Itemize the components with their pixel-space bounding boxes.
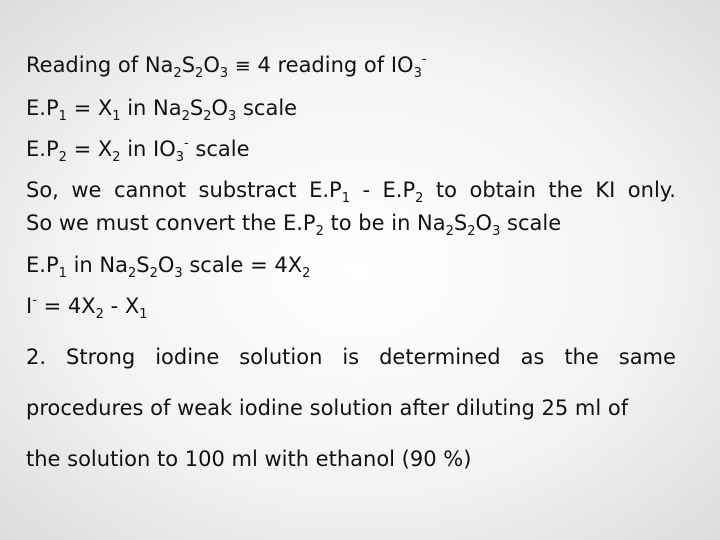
word: is xyxy=(342,345,360,369)
word: - xyxy=(362,178,371,202)
subscript: 3 xyxy=(219,66,229,81)
superscript: - xyxy=(32,293,37,308)
text: scale xyxy=(500,211,562,235)
word: same xyxy=(618,345,676,369)
subscript: 2 xyxy=(149,266,158,281)
subscript: 1 xyxy=(112,109,121,124)
word: 2. xyxy=(26,345,47,369)
text: O xyxy=(157,253,175,277)
subscript: 2 xyxy=(95,307,104,322)
word: the xyxy=(548,178,583,202)
ep1-converted-line xyxy=(26,252,311,281)
text: E.P xyxy=(26,253,59,277)
ep1-line xyxy=(26,95,298,124)
subscript: 1 xyxy=(341,191,350,206)
word: substract xyxy=(198,178,297,202)
subscript: 2 xyxy=(195,66,204,81)
text: O xyxy=(475,211,493,235)
word-group xyxy=(382,177,424,206)
text: 4 reading of IO xyxy=(257,53,414,77)
word: E.P xyxy=(382,178,416,202)
superscript: - xyxy=(184,136,189,151)
subscript: 2 xyxy=(127,266,137,281)
word: we xyxy=(71,178,102,202)
subscript: 1 xyxy=(58,266,67,281)
word: E.P xyxy=(309,178,342,202)
word: cannot xyxy=(113,178,187,202)
subscript: 2 xyxy=(112,150,121,165)
text: = X xyxy=(66,137,113,161)
word: obtain xyxy=(469,178,536,202)
word: to xyxy=(435,178,457,202)
text: Reading of Na xyxy=(26,53,174,77)
word: KI xyxy=(595,178,616,202)
text: scale xyxy=(188,137,250,161)
equivalence-line xyxy=(26,52,427,79)
subscript: 2 xyxy=(415,191,424,206)
subtract-line xyxy=(26,177,676,206)
para2-line-3: the solution to 100 ml with ethanol (90 %) xyxy=(26,447,472,471)
text: - X xyxy=(103,294,140,318)
text: = 4X xyxy=(36,294,96,318)
text: O xyxy=(211,96,229,120)
iodide-line xyxy=(26,293,148,322)
word: So, xyxy=(26,178,59,202)
convert-line xyxy=(26,210,562,239)
text: E.P xyxy=(26,96,59,120)
subscript: 2 xyxy=(445,224,454,239)
word-group xyxy=(309,177,350,206)
text: to be in Na xyxy=(323,211,446,235)
text: O xyxy=(203,53,220,77)
ep2-line xyxy=(26,136,250,165)
text: So we must convert the E.P xyxy=(26,211,316,235)
text: scale = 4X xyxy=(182,253,303,277)
word: only. xyxy=(627,178,676,202)
subscript: 2 xyxy=(181,109,190,124)
text: in Na xyxy=(120,96,182,120)
text: S xyxy=(136,253,150,277)
equivalence-symbol: ≡ xyxy=(234,55,251,77)
subscript: 3 xyxy=(492,224,501,239)
word: Strong xyxy=(66,345,136,369)
word: iodine xyxy=(155,345,220,369)
text: scale xyxy=(236,96,298,120)
para2-line-2: procedures of weak iodine solution after diluting 25 ml of xyxy=(26,396,629,420)
subscript: 3 xyxy=(413,66,422,81)
subscript: 2 xyxy=(203,109,212,124)
text: = X xyxy=(66,96,113,120)
word: solution xyxy=(239,345,323,369)
word: as xyxy=(520,345,545,369)
para2-line-1 xyxy=(26,344,676,370)
subscript: 2 xyxy=(58,150,67,165)
text: S xyxy=(181,53,196,77)
text: in IO xyxy=(120,137,176,161)
subscript: 1 xyxy=(139,307,148,322)
subscript: 3 xyxy=(175,150,185,165)
text: S xyxy=(189,96,204,120)
word: the xyxy=(564,345,599,369)
subscript: 3 xyxy=(228,109,237,124)
subscript: 2 xyxy=(173,66,182,81)
subscript: 2 xyxy=(467,224,476,239)
text: I xyxy=(26,294,33,318)
text: S xyxy=(453,211,468,235)
word: determined xyxy=(379,345,501,369)
subscript: 2 xyxy=(315,224,324,239)
subscript: 2 xyxy=(302,266,311,281)
text: E.P xyxy=(26,137,59,161)
superscript: - xyxy=(421,52,427,67)
subscript: 1 xyxy=(58,109,67,124)
subscript: 3 xyxy=(174,266,183,281)
text: in Na xyxy=(66,253,128,277)
